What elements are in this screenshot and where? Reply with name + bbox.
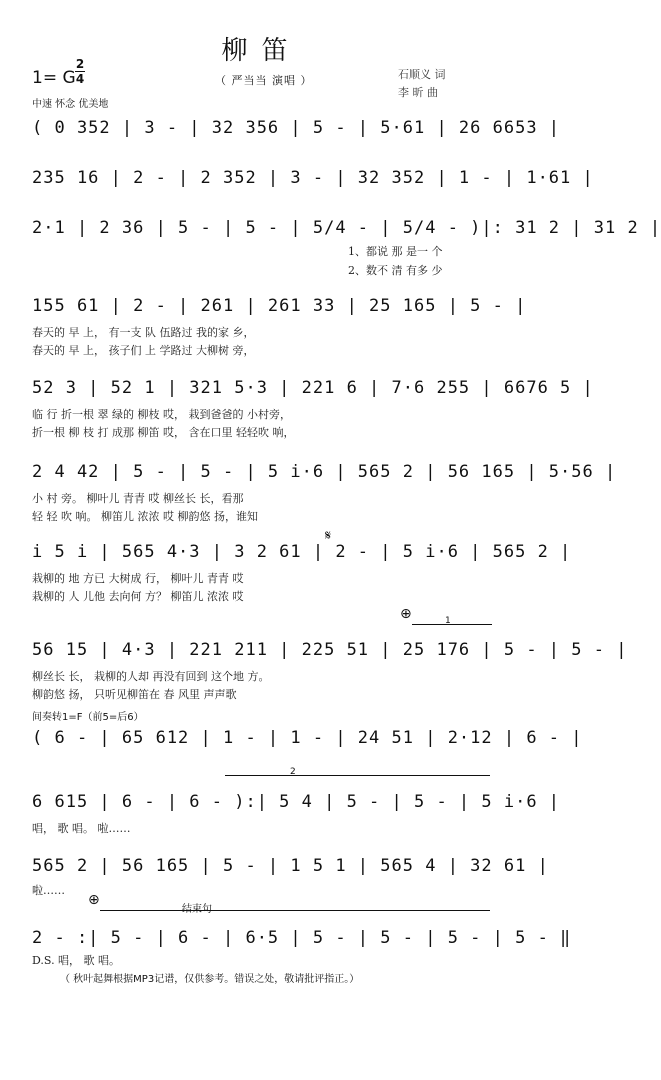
lyric-line-8-verse-1: 柳丝长 长， 栽柳的人却 再没有回到 这个地 方。 (32, 670, 270, 683)
interlude-label: 间奏转1=F（前5=后6） (32, 712, 144, 723)
score-line-3: 2·1 | 2 36 | 5 - | 5 - | 5/4 - | 5/4 - )|: 31 2 | 31 2 | (32, 218, 661, 238)
volta-number-2: 2 (290, 767, 296, 777)
lyric-line-5-verse-1: 临 行 折一根 翠 绿的 柳枝 哎， 栽到爸爸的 小村旁， (32, 408, 291, 421)
composer-credit: 李 昕 曲 (398, 86, 438, 99)
lyric-line-4-verse-1: 春天的 早 上， 有一支 队 伍路过 我的家 乡， (32, 326, 255, 339)
key-signature: 1= G (32, 68, 76, 88)
score-line-1: ( 0 352 | 3 - | 32 356 | 5 - | 5·61 | 26 6653 | (32, 118, 561, 138)
lyric-line-6-verse-2: 轻 轻 吹 响。 柳笛儿 浓浓 哎 柳韵悠 扬，谁知 (32, 510, 258, 523)
volta-number-1: 1 (445, 616, 451, 626)
lyric-line-4-verse-2: 春天的 早 上， 孩子们 上 学路过 大柳树 旁， (32, 344, 255, 357)
score-line-8: 56 15 | 4·3 | 221 211 | 225 51 | 25 176 | 5 - | 5 - | (32, 640, 628, 660)
coda-sign-2: ⊕ (88, 892, 100, 908)
lyric-line-5-verse-2: 折一根 柳 枝 打 成那 柳笛 哎， 含在口里 轻轻吹 响， (32, 426, 295, 439)
lyric-line-11: 啦…… (32, 884, 65, 897)
lyric-line-7-verse-2: 栽柳的 人 儿他 去向何 方？ 柳笛儿 浓浓 哎 (32, 590, 244, 603)
score-line-7: i 5 i | 565 4·3 | 3 2 61 | 2 - | 5 i·6 | 565 2 | (32, 542, 572, 562)
volta-bracket-1 (412, 624, 492, 625)
score-line-2: 235 16 | 2 - | 2 352 | 3 - | 32 352 | 1 - | 1·61 | (32, 168, 594, 188)
coda-sign-1: ⊕ (400, 606, 412, 622)
lyricist-credit: 石顺义 词 (398, 68, 446, 81)
score-line-10: 6 615 | 6 - | 6 - ):| 5 4 | 5 - | 5 - | 5 i·6 | (32, 792, 561, 812)
score-line-12: 2 - :| 5 - | 6 - | 6·5 | 5 - | 5 - | 5 - | 5 - ‖ (32, 928, 572, 948)
score-line-11: 565 2 | 56 165 | 5 - | 1 5 1 | 565 4 | 32 61 | (32, 856, 549, 876)
song-title: 柳笛 (221, 36, 302, 66)
ending-label: 结束句 (182, 904, 212, 915)
volta-bracket-2 (225, 775, 490, 776)
segno-sign: 𝄋 (325, 528, 332, 544)
lyric-line-12: D.S. 唱， 歌 唱。 (32, 954, 121, 967)
score-line-6: 2 4 42 | 5 - | 5 - | 5 i·6 | 565 2 | 56 165 | 5·56 | (32, 462, 617, 482)
tempo-marking: 中速 怀念 优美地 (32, 99, 109, 110)
singer-credit: （ 严当当 演唱 ） (215, 74, 313, 87)
score-line-5: 52 3 | 52 1 | 321 5·3 | 221 6 | 7·6 255 | 6676 5 | (32, 378, 594, 398)
meter-bottom: 4 (75, 72, 85, 86)
score-line-4: 155 61 | 2 - | 261 | 261 33 | 25 165 | 5 - | (32, 296, 527, 316)
transcriber-footnote: （ 秋叶起舞根据MP3记谱，仅供参考。错误之处，敬请批评指正。） (60, 974, 360, 985)
meter-top: 2 (75, 57, 85, 71)
score-line-9: ( 6 - | 65 612 | 1 - | 1 - | 24 51 | 2·12 | 6 - | (32, 728, 583, 748)
ending-bracket (100, 910, 490, 911)
time-signature (75, 58, 85, 85)
lyric-line-3-verse-1: 1、都说 那 是一 个 (348, 245, 443, 258)
lyric-line-7-verse-1: 栽柳的 地 方已 大树成 行， 柳叶儿 青青 哎 (32, 572, 244, 585)
lyric-line-10: 唱， 歌 唱。 啦…… (32, 822, 131, 835)
lyric-line-3-verse-2: 2、数不 清 有多 少 (348, 264, 443, 277)
lyric-line-6-verse-1: 小 村 旁。 柳叶儿 青青 哎 柳丝长 长，看那 (32, 492, 244, 505)
lyric-line-8-verse-2: 柳韵悠 扬， 只听见柳笛在 春 风里 声声歌 (32, 688, 237, 701)
